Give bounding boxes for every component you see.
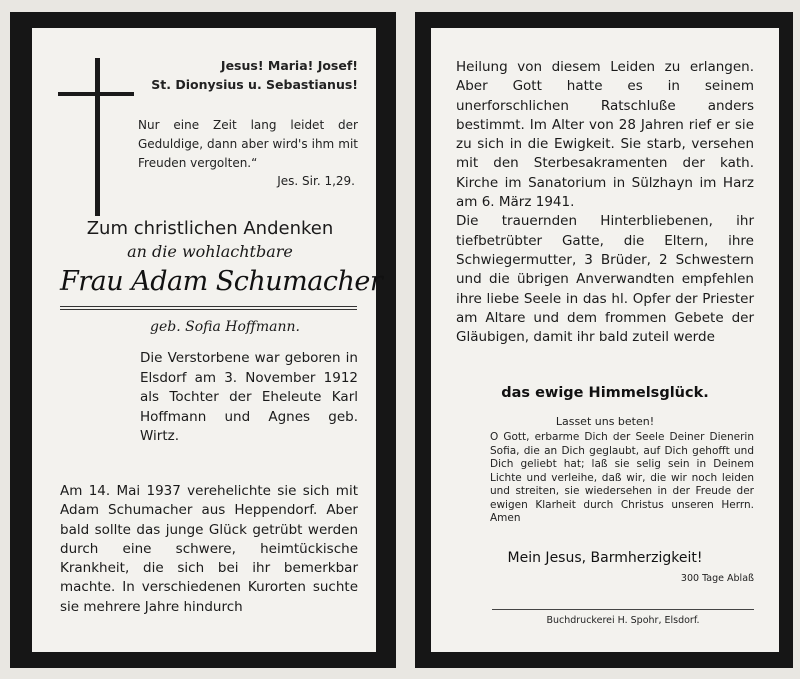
name-underline bbox=[60, 306, 357, 307]
memorial-subheading: an die wohlachtbare bbox=[127, 242, 293, 261]
invocation-line-2: St. Dionysius u. Sebastianus! bbox=[151, 77, 358, 92]
himmelsglueck-line: das ewige Himmelsglück. bbox=[501, 385, 709, 401]
deceased-name: Frau Adam Schumacher bbox=[60, 266, 383, 297]
cross-icon bbox=[95, 58, 100, 216]
birth-name: geb. Sofia Hoffmann. bbox=[150, 319, 300, 335]
biography-text-left: Am 14. Mai 1937 verehelichte sie sich mit Adam Schumacher aus Heppendorf. Aber bald sollte das junge Glück getrübt werden durch eine schwere, heimtückische Krankheit, die sich bei ihr bemerkbar machte. In verschiedenen Kurorten suchte sie mehrere Jahre hindurch bbox=[60, 483, 358, 615]
scripture-quote: Nur eine Zeit lang leidet der Geduldige, dann aber wird's ihm mit Freuden vergolten.“ bbox=[138, 118, 358, 170]
cross-icon-bar bbox=[58, 92, 134, 96]
indulgence-note: 300 Tage Ablaß bbox=[680, 573, 754, 584]
biography-paragraph-2: Die trauernden Hinterbliebenen, ihr tiefbetrübter Gatte, die Eltern, ihre Schwiegermutter, 3 Brüder, 2 Schwestern und die übrigen Anverwandten empfehlen ihre liebe Seele in das hl. Opfer der Priester am Altare und dem frommen Gebete der Gläubigen, damit ihr bald zuteil werde bbox=[456, 213, 754, 346]
prayer-heading: Lasset uns beten! bbox=[555, 415, 655, 428]
printer-credit: Buchdruckerei H. Spohr, Elsdorf. bbox=[546, 615, 700, 626]
scripture-reference: Jes. Sir. 1,29. bbox=[277, 174, 355, 188]
biography-intro: Die Verstorbene war geboren in Elsdorf am 3. November 1912 als Tochter der Eheleute Karl Hoffmann und Agnes geb. Wirtz. bbox=[140, 350, 358, 444]
memorial-heading: Zum christlichen Andenken bbox=[86, 218, 334, 239]
name-underline-2 bbox=[60, 309, 357, 310]
invocation bbox=[138, 56, 358, 94]
closing-invocation: Mein Jesus, Barmherzigkeit! bbox=[507, 550, 703, 566]
biography-text-right bbox=[456, 58, 754, 347]
biography-paragraph-1: Heilung von diesem Leiden zu erlangen. Aber Gott hatte es in seinem unerforschlichen Ratschluße anders bestimmt. Im Alter von 28 Jahren rief er sie zu sich in die Ewigkeit. Sie starb, versehen mit den Sterbesakramenten der kath. Kirche im Sanatorium in Sülzhayn im Harz am 6. März 1941. bbox=[456, 59, 754, 211]
printer-divider bbox=[492, 609, 754, 610]
invocation-line-1: Jesus! Maria! Josef! bbox=[220, 58, 358, 73]
prayer-text: O Gott, erbarme Dich der Seele Deiner Dienerin Sofia, die an Dich geglaubt, auf Dich gehofft und Dich geliebt hat; laß sie selig sein in Deinem Lichte und verleihe, daß wir, die wir noch leiden und streiten, sie wiedersehen in der Freude der ewigen Klarheit durch Christus unseren Herrn. Amen bbox=[490, 431, 754, 524]
